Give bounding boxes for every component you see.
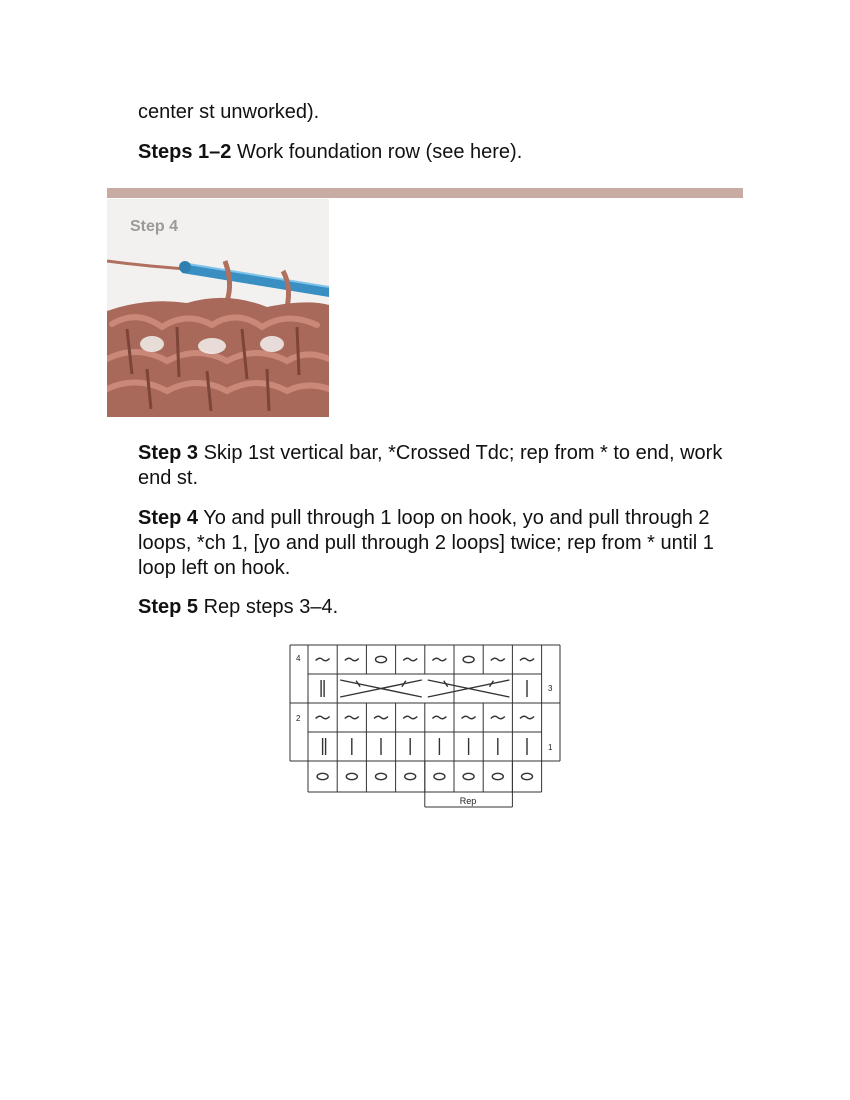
step-4-text: Yo and pull through 1 loop on hook, yo and pull through 2 loops, *ch 1, [yo and pull through 2 loops] twice; rep from * until 1 loop left on hook.	[138, 507, 714, 579]
step-4-photo	[107, 199, 329, 417]
step-4-paragraph	[138, 506, 748, 581]
crochet-photo-illustration	[107, 199, 329, 417]
step-3-paragraph	[138, 441, 748, 491]
row-4-stitch	[403, 658, 417, 661]
step-5-paragraph	[138, 595, 748, 620]
row-2-stitch	[345, 716, 359, 719]
row-4-stitch	[316, 658, 330, 661]
steps-1-2-label: Steps 1–2	[138, 141, 232, 163]
step-5-text: Rep steps 3–4.	[198, 596, 339, 618]
foundation-chain-stitch	[522, 773, 533, 779]
row-number-1: 1	[548, 743, 553, 752]
steps-1-2-paragraph	[138, 140, 748, 165]
foundation-chain-stitch	[463, 773, 474, 779]
foundation-chain-stitch	[376, 773, 387, 779]
stitch-chart-diagram	[288, 643, 563, 811]
row-2-stitch	[374, 716, 388, 719]
repeat-label: Rep	[459, 796, 477, 806]
row-4-stitch	[520, 658, 534, 661]
row-number-4: 4	[296, 654, 301, 663]
section-divider	[107, 188, 743, 198]
photo-caption: Step 4	[130, 218, 179, 235]
foundation-chain-stitch	[405, 773, 416, 779]
foundation-chain-stitch	[492, 773, 503, 779]
row-2-stitch	[403, 716, 417, 719]
row-2-stitch	[316, 716, 330, 719]
steps-1-2-text: Work foundation row (see here).	[231, 141, 523, 163]
stitch-chart	[288, 643, 563, 811]
row-4-stitch	[491, 658, 505, 661]
row-4-stitch	[345, 658, 359, 661]
row-2-stitch	[462, 716, 476, 719]
foundation-chain-stitch	[434, 773, 445, 779]
step-5-label: Step 5	[138, 596, 199, 618]
row-4-stitch	[463, 656, 474, 662]
row-2-stitch	[520, 716, 534, 719]
row-2-stitch	[491, 716, 505, 719]
row-number-3: 3	[548, 684, 553, 693]
row-4-stitch	[376, 656, 387, 662]
step-4-label: Step 4	[138, 507, 199, 529]
intro-tail-text: center st unworked).	[138, 101, 320, 123]
foundation-chain-stitch	[346, 773, 357, 779]
step-3-text: Skip 1st vertical bar, *Crossed Tdc; rep from * to end, work end st.	[138, 442, 723, 489]
step-3-label: Step 3	[138, 442, 199, 464]
row-number-2: 2	[296, 714, 301, 723]
row-4-stitch	[432, 658, 446, 661]
row-2-stitch	[432, 716, 446, 719]
foundation-chain-stitch	[317, 773, 328, 779]
chart-grid	[290, 645, 560, 807]
